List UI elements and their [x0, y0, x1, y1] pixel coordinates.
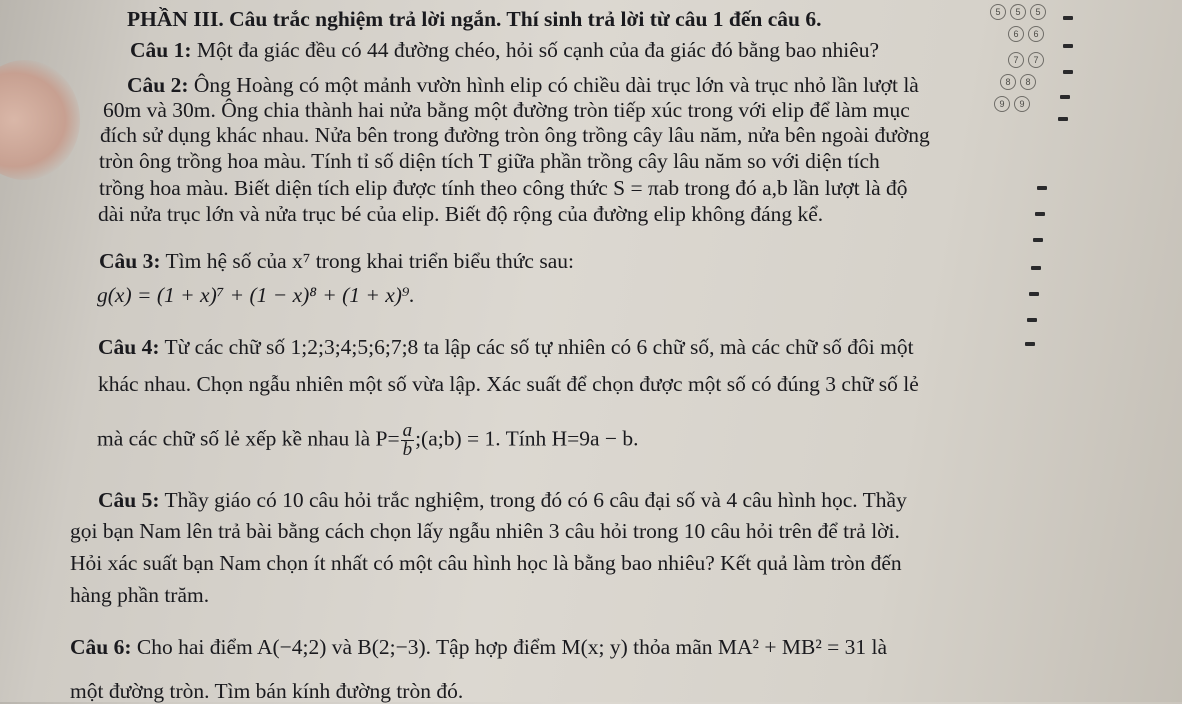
timing-mark	[1029, 292, 1039, 296]
fraction-numerator: a	[402, 420, 413, 441]
answer-bubble: 5	[1030, 4, 1046, 20]
question-2-line-1	[127, 72, 919, 98]
question-6-line-2: một đường tròn. Tìm bán kính đường tròn đó.	[70, 679, 464, 703]
timing-mark	[1031, 266, 1041, 270]
section-header: PHẦN III. Câu trắc nghiệm trả lời ngắn. Thí sinh trả lời từ câu 1 đến câu 6.	[127, 7, 822, 31]
question-3-text: Tìm hệ số của x⁷ trong khai triển biểu thức sau:	[160, 249, 574, 273]
question-6-line-1	[70, 634, 887, 660]
timing-mark	[1060, 95, 1070, 99]
question-5-label: Câu 5:	[98, 488, 160, 512]
question-4-line-2: khác nhau. Chọn ngẫu nhiên một số vừa lập. Xác suất để chọn được một số có đúng 3 chữ số lẻ	[98, 372, 919, 396]
question-1	[130, 37, 879, 63]
timing-mark	[1037, 186, 1047, 190]
question-3	[99, 248, 574, 274]
answer-bubble: 5	[990, 4, 1006, 20]
question-4-line-1	[98, 334, 914, 360]
timing-mark	[1027, 318, 1037, 322]
answer-bubble: 9	[994, 96, 1010, 112]
question-4-label: Câu 4:	[98, 335, 160, 359]
answer-bubble: 7	[1008, 52, 1024, 68]
question-5-text-1: Thầy giáo có 10 câu hỏi trắc nghiệm, trong đó có 6 câu đại số và 4 câu hình học. Thầy	[159, 488, 907, 512]
question-2-label: Câu 2:	[127, 73, 189, 97]
timing-mark	[1033, 238, 1043, 242]
timing-mark	[1063, 70, 1073, 74]
timing-mark	[1063, 44, 1073, 48]
answer-bubble: 6	[1028, 26, 1044, 42]
fraction-denominator: b	[402, 439, 413, 460]
timing-mark	[1063, 16, 1073, 20]
timing-mark	[1058, 117, 1068, 121]
question-3-label: Câu 3:	[99, 249, 161, 273]
answer-bubble: 8	[1020, 74, 1036, 90]
timing-mark	[1025, 342, 1035, 346]
question-6-text-1: Cho hai điểm A(−4;2) và B(2;−3). Tập hợp điểm M(x; y) thỏa mãn MA² + MB² = 31 là	[131, 635, 888, 659]
question-4-text-1: Từ các chữ số 1;2;3;4;5;6;7;8 ta lập các số tự nhiên có 6 chữ số, mà các chữ số đôi một	[159, 335, 914, 359]
question-2-line-2: 60m và 30m. Ông chia thành hai nửa bằng một đường tròn tiếp xúc trong với elip để làm mục	[103, 98, 910, 122]
question-2-line-5: trồng hoa màu. Biết diện tích elip được tính theo công thức S = πab trong đó a,b lần lượt là độ	[99, 176, 908, 200]
question-1-label: Câu 1:	[130, 38, 192, 62]
probability-fraction	[401, 422, 415, 459]
question-3-formula: g(x) = (1 + x)⁷ + (1 − x)⁸ + (1 + x)⁹.	[97, 283, 415, 307]
question-4-text-3b: ;(a;b) = 1. Tính H=9a − b.	[415, 426, 639, 451]
question-6-label: Câu 6:	[70, 635, 132, 659]
question-4-text-3a: mà các chữ số lẻ xếp kề nhau là P=	[97, 426, 400, 451]
answer-bubble: 5	[1010, 4, 1026, 20]
answer-bubble: 9	[1014, 96, 1030, 112]
question-2-line-4: tròn ông trồng hoa màu. Tính tỉ số diện tích T giữa phần trồng cây lâu năm so với diện tích	[99, 149, 880, 173]
answer-bubble: 7	[1028, 52, 1044, 68]
question-5-line-2: gọi bạn Nam lên trả bài bằng cách chọn lấy ngẫu nhiên 3 câu hỏi trong 10 câu hỏi trên để trả lời.	[70, 519, 900, 543]
question-5-line-4: hàng phần trăm.	[70, 583, 210, 607]
answer-bubble: 6	[1008, 26, 1024, 42]
timing-mark	[1035, 212, 1045, 216]
question-4-line-3	[97, 422, 639, 459]
answer-bubble: 8	[1000, 74, 1016, 90]
question-5-line-3: Hỏi xác suất bạn Nam chọn ít nhất có một câu hình học là bằng bao nhiêu? Kết quả làm tròn đến	[70, 551, 902, 575]
question-5-line-1	[98, 487, 907, 513]
question-2-line-6: dài nửa trục lớn và nửa trục bé của elip. Biết độ rộng của đường elip không đáng kể.	[98, 202, 824, 226]
question-2-text-1: Ông Hoàng có một mảnh vườn hình elip có chiều dài trục lớn và trục nhỏ lần lượt là	[188, 73, 919, 97]
question-2-line-3: đích sử dụng khác nhau. Nửa bên trong đường tròn ông trồng cây lâu năm, nửa bên ngoài đường	[100, 123, 930, 147]
question-1-text: Một đa giác đều có 44 đường chéo, hỏi số cạnh của đa giác đó bằng bao nhiêu?	[191, 38, 880, 62]
